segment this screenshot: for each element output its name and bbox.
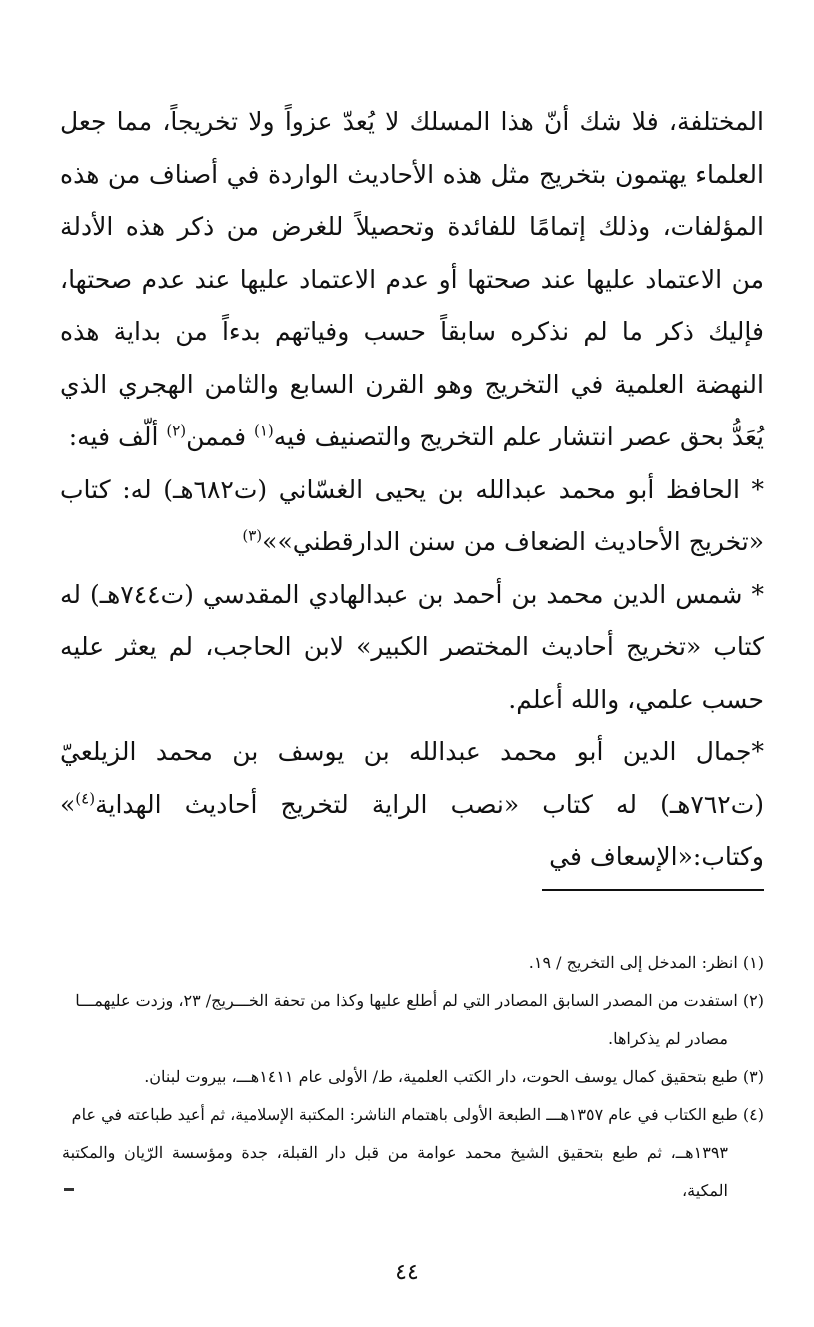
footnote-3: (٣) طبع بتحقيق كمال يوسف الحوت، دار الكتب العلمية، ط/ الأولى عام ١٤١١هـــ، بيروت لبنان. [144, 1067, 764, 1086]
paragraph-zaylai-quote: » [60, 789, 76, 819]
footnotes [62, 944, 764, 1210]
main-text [60, 96, 764, 884]
paragraph-zaylai-text: *جمال الدين أبو محمد عبدالله بن يوسف بن محمد الزيلعيّ (ت٧٦٢هـ) له كتاب «نصب الراية لتخريج أحاديث الهداية [60, 737, 764, 819]
paragraph-maqdisi: * شمس الدين محمد بن أحمد بن عبدالهادي المقدسي (ت٧٤٤هـ) له كتاب «تخريج أحاديث المختصر الكبير» لابن الحاجب، لم يعثر عليه حسب علمي، والله أعلم. [60, 579, 765, 714]
paragraph-intro [60, 96, 764, 464]
footnote-1: (١) انظر: المدخل إلى التخريج / ١٩. [528, 953, 764, 972]
footnote-2: (٢) استفدت من المصدر السابق المصادر التي لم أطلع عليها وكذا من تحفة الخـــريج/ ٢٣، وزدت عليهمـــا [75, 991, 764, 1010]
paragraph-intro-fammen: فممن [186, 422, 254, 451]
page-number: ٤٤ [395, 1260, 419, 1285]
footnote-ref-3: (٣) [242, 526, 263, 545]
footnote-2-continued: مصادر لم يذكراها. [607, 1029, 728, 1048]
paragraph-ghassani-quote: » [262, 527, 278, 556]
footnote-4-continued: ١٣٩٣هــ، ثم طبع بتحقيق الشيخ محمد عوامة من قبل دار القبلة، جدة ومؤسسة الرّيان والمكتبة المكية، [62, 1143, 728, 1200]
footnote-ref-4: (٤) [75, 789, 96, 808]
continuation-dash [64, 1188, 74, 1191]
paragraph-zaylai [60, 726, 764, 884]
footnote-4: (٤) طبع الكتاب في عام ١٣٥٧هـــ الطبعة الأولى باهتمام الناشر: المكتبة الإسلامية، ثم أعيد طباعته في عام [71, 1105, 764, 1124]
paragraph-ghassani-text: * الحافظ أبو محمد عبدالله بن يحيى الغسّاني (ت٦٨٢هـ) له: كتاب «تخريج الأحاديث الضعاف من سنن الدارقطني» [60, 474, 764, 556]
paragraph-intro-allafa: ألّف فيه: [68, 422, 167, 451]
footnote-ref-2: (٢) [166, 421, 187, 440]
paragraph-ghassani [60, 464, 764, 569]
footnote-separator [542, 889, 764, 891]
paragraph-intro-text: المختلفة، فلا شك أنّ هذا المسلك لا يُعدّ عزواً ولا تخريجاً، مما جعل العلماء يهتمون بتخريج مثل هذه الأحاديث الواردة في أصناف من هذه المؤلفات، وذلك إتمامًا للفائدة وتحصيلاً للغرض من ذكر هذه الأدلة من الاعتماد عليها عند صحتها أو عدم الاعتماد عليها عند عدم صحتها، فإليك ذكر ما لم نذكره سابقاً حسب وفياتهم بدءاً من بداية هذه النهضة العلمية في التخريج وهو القرن السابع والثامن الهجري الذي يُعَدُّ بحق عصر انتشار علم التخريج والتصنيف فيه [60, 107, 765, 451]
footnote-ref-1: (١) [253, 421, 274, 440]
paragraph-zaylai-tail: وكتاب:«الإسعاف في [549, 842, 764, 871]
